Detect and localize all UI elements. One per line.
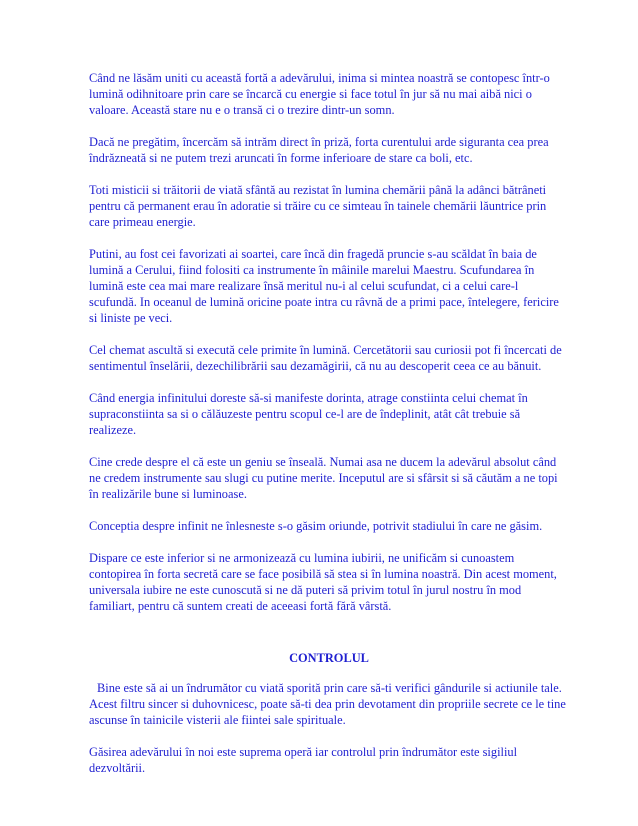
paragraph-4: Putini, au fost cei favorizati ai soartei, care încă din fragedă pruncie s-au scăldat în baia de lumină a Cerului, fiind folositi ca instrumente în mâinile marelui Maestru. Scufundarea în lumină este cea mai mare realizare însă meritul nu-i al celui scufundat, ci a celui care-l scufundă. In oceanul de lumină oricine poate intra cu râvnă de a primi pace, întelegere, fericire si liniste pe veci. xyxy=(89,247,559,325)
paragraph-11: Găsirea adevărului în noi este suprema operă iar controlul prin îndrumător este sigiliul dezvoltării. xyxy=(89,745,518,775)
paragraph-2: Dacă ne pregătim, încercăm să intrăm direct în priză, forta curentului arde siguranta cea prea îndrăzneată si ne putem trezi aruncati în forme inferioare de stare ca boli, etc. xyxy=(89,135,549,165)
document-page xyxy=(89,70,569,792)
paragraph-5: Cel chemat ascultă si execută cele primite în lumină. Cercetătorii sau curiosii pot fi încercati de sentimentul înselării, dezechilibrării sau dezamăgirii, că nu au descoperit ceea ce au bănuit. xyxy=(89,343,562,373)
paragraph-6: Când energia infinitului doreste să-si manifeste dorinta, atrage constiinta celui chemat în supraconstiinta sa si o călăuzeste pentru scopul ce-l are de îndeplinit, atât cât trebuie să realizeze. xyxy=(89,391,528,437)
paragraph-3: Toti misticii si trăitorii de viată sfântă au rezistat în lumina chemării până la adânci bătrâneti pentru că permanent erau în adoratie si trăire cu ce simteau în tainele chemării lăuntrice prin care primeau energie. xyxy=(89,183,547,229)
paragraph-1: Când ne lăsăm uniti cu această fortă a adevărului, inima si mintea noastră se contopesc într-o lumină odihnitoare prin care se încarcă cu energie si face totul în jur să nu mai aibă nici o valoare. Această stare nu e o transă ci o trezire dintr-un somn. xyxy=(89,71,550,117)
paragraph-9: Dispare ce este inferior si ne armonizează cu lumina iubirii, ne unificăm si cunoastem contopirea în forta secretă care se face posibilă să stea si în lumina noastră. Din acest moment, universala iubire ne este cunoscută si ne dă puteri să privim totul în jurul nostru în mod familiart, pentru că suntem creati de aceeasi fortă fără vârstă. xyxy=(89,551,557,613)
section-heading: CONTROLUL xyxy=(289,651,369,665)
paragraph-10: Bine este să ai un îndrumător cu viată sporită prin care să-ti verifici gândurile si actiunile tale. Acest filtru sincer si duhovnicesc, poate să-ti dea prin devotament din propriile secrete ce le tine ascunse în tainicile visterii ale fiintei sale spirituale. xyxy=(89,681,566,727)
paragraph-7: Cine crede despre el că este un geniu se înseală. Numai asa ne ducem la adevărul absolut când ne credem instrumente sau slugi cu putine merite. Inceputul are si sfârsit si să căutăm a ne topi în realizările bune si luminoase. xyxy=(89,455,558,501)
paragraph-8: Conceptia despre infinit ne înlesneste s-o găsim oriunde, potrivit stadiului în care ne găsim. xyxy=(89,519,543,533)
